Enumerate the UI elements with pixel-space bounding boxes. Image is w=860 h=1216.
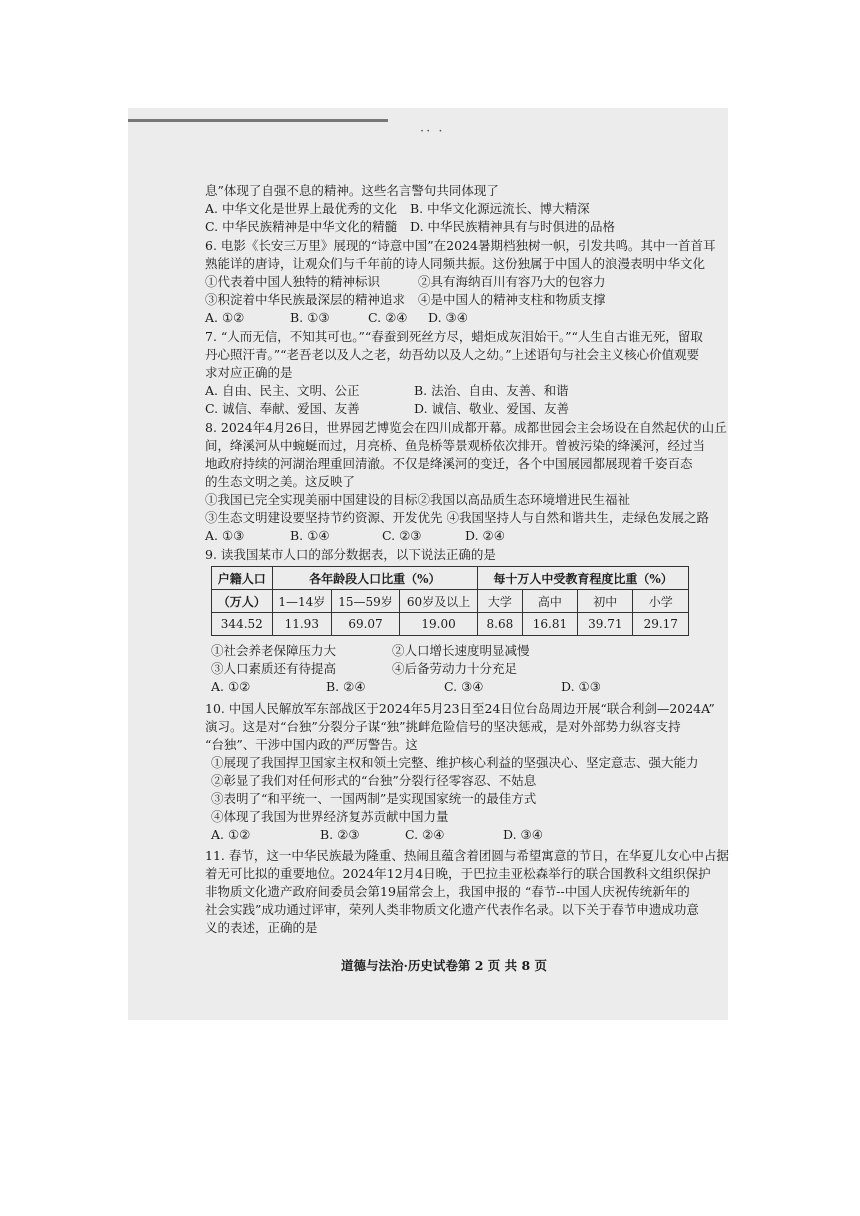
q10-stem-3: “台独”、干涉中国内政的严厉警告。这: [205, 737, 418, 752]
q6-option-d: D. ③④: [428, 310, 468, 325]
population-value: 344.52: [212, 613, 273, 636]
q7-stem-1: 7. “人而无信，不知其可也。”“春蚕到死丝方尽，蜡炬成灰泪始干。”“人生自古谁无死，留取: [205, 329, 703, 344]
q5-option-a: A. 中华文化是世界上最优秀的文化: [205, 201, 397, 216]
q5-option-b: B. 中华文化源远流长、博大精深: [410, 201, 590, 216]
q8-stem-2: 间，绛溪河从中蜿蜒而过，月亮桥、鱼凫桥等景观桥依次排开。曾被污染的绛溪河，经过当: [205, 438, 706, 453]
q5-option-d: D. 中华民族精神具有与时俱进的品格: [410, 219, 616, 234]
q6-stem-1: 6. 电影《长安三万里》展现的“诗意中国”在2024暑期档独树一帜，引发共鸣。其中一首首耳: [205, 238, 716, 253]
header-unit: （万人）: [212, 590, 273, 613]
header-education: 每十万人中受教育程度比重（%）: [478, 567, 689, 590]
q7-option-c: C. 诚信、奉献、爱国、友善: [205, 401, 360, 416]
header-age-groups: 各年龄段人口比重（%）: [272, 567, 477, 590]
age-value-2: 69.07: [331, 613, 399, 636]
edu-value-2: 16.81: [522, 613, 577, 636]
q6-statement-2: ②具有海纳百川有容乃大的包容力: [418, 274, 606, 289]
q8-option-b: B. ①④: [290, 528, 330, 543]
header-population: 户籍人口: [212, 567, 273, 590]
q11-stem-3: 非物质文化遗产政府间委员会第19届常会上，我国申报的 “春节--中国人庆祝传统新年的: [205, 884, 690, 899]
q8-option-a: A. ①③: [205, 528, 245, 543]
q8-statements-3-4: ③生态文明建设要坚持节约资源、开发优先 ④我国坚持人与自然和谐共生，走绿色发展之路: [205, 510, 709, 525]
q6-statement-1: ①代表着中国人独特的精神标识: [205, 274, 381, 289]
q10-stem-1: 10. 中国人民解放军东部战区于2024年5月23日至24日位台岛周边开展“联合利剑—2024A”: [205, 701, 715, 716]
q7-option-a: A. 自由、民主、文明、公正: [205, 383, 360, 398]
scan-marks: ·· ·: [420, 124, 445, 139]
q9-option-c: C. ③④: [444, 679, 484, 694]
q7-stem-2: 丹心照汗青。”“老吾老以及人之老，幼吾幼以及人之幼。”上述语句与社会主义核心价值观要: [205, 347, 700, 362]
q11-stem-2: 着无可比拟的重要地位。2024年12月4日晚，于巴拉圭亚松森举行的联合国教科文组织保护: [205, 866, 711, 881]
q8-statements-1-2: ①我国已完全实现美丽中国建设的目标②我国以高品质生态环境增进民生福祉: [205, 492, 631, 507]
q10-option-c: C. ②④: [405, 827, 445, 842]
q9-stem: 9. 读我国某市人口的部分数据表，以下说法正确的是: [205, 547, 496, 562]
q6-option-c: C. ②④: [368, 310, 408, 325]
q10-statement-3: ③表明了“和平统一、一国两制”是实现国家统一的最佳方式: [211, 791, 537, 806]
q10-statement-4: ④体现了我国为世界经济复苏贡献中国力量: [211, 809, 449, 824]
q9-option-b: B. ②④: [326, 679, 366, 694]
age-col-3: 60岁及以上: [400, 590, 478, 613]
q10-option-d: D. ③④: [503, 827, 543, 842]
edu-value-1: 8.68: [478, 613, 523, 636]
q9-statement-3: ③人口素质还有待提高: [211, 661, 337, 676]
edu-value-3: 39.71: [578, 613, 633, 636]
q8-stem-1: 8. 2024年4月26日，世界园艺博览会在四川成都开幕。成都世园会主会场设在自然起伏的山丘: [205, 420, 727, 435]
q9-statement-1: ①社会养老保障压力大: [211, 643, 337, 658]
q5-option-c: C. 中华民族精神是中华文化的精髓: [205, 219, 398, 234]
q8-stem-3: 地政府持续的河湖治理重回清澈。不仅是绛溪河的变迁，各个中国展园都展现着千姿百态: [205, 456, 693, 471]
q11-stem-5: 义的表述，正确的是: [205, 920, 318, 935]
q10-stem-2: 演习。这是对“台独”分裂分子谋“独”挑衅危险信号的坚决惩戒，是对外部势力纵容支持: [205, 719, 681, 734]
q7-stem-3: 求对应正确的是: [205, 365, 293, 380]
age-value-3: 19.00: [400, 613, 478, 636]
page-footer: 道德与法治·历史试卷第 2 页 共 8 页: [341, 958, 548, 973]
q9-option-a: A. ①②: [211, 679, 251, 694]
q8-option-d: D. ②④: [465, 528, 505, 543]
q7-option-d: D. 诚信、敬业、爱国、友善: [414, 401, 570, 416]
q10-option-b: B. ②③: [320, 827, 360, 842]
q5-stem: 息”体现了自强不息的精神。这些名言警句共同体现了: [205, 183, 499, 198]
q11-stem-4: 社会实践”成功通过评审，荣列人类非物质文化遗产代表作名录。以下关于春节申遗成功意: [205, 902, 699, 917]
q6-statement-3: ③积淀着中华民族最深层的精神追求: [205, 292, 406, 307]
edu-col-2: 高中: [522, 590, 577, 613]
q9-statement-4: ④后备劳动力十分充足: [392, 661, 518, 676]
q10-option-a: A. ①②: [211, 827, 251, 842]
edu-value-4: 29.17: [633, 613, 689, 636]
edu-col-3: 初中: [578, 590, 633, 613]
q6-stem-2: 熟能详的唐诗，让观众们与千年前的诗人同频共振。这份独属于中国人的浪漫表明中华文化: [205, 256, 706, 271]
age-value-1: 11.93: [272, 613, 331, 636]
q11-stem-1: 11. 春节，这一中华民族最为隆重、热闹且蕴含着团圆与希望寓意的节日，在华夏儿女心中占据: [205, 848, 729, 863]
q9-statement-2: ②人口增长速度明显减慢: [392, 643, 530, 658]
q6-option-b: B. ①③: [290, 310, 330, 325]
q6-option-a: A. ①②: [205, 310, 245, 325]
age-col-2: 15—59岁: [331, 590, 399, 613]
edu-col-4: 小学: [633, 590, 689, 613]
q9-option-d: D. ①③: [561, 679, 601, 694]
q10-statement-2: ②彰显了我们对任何形式的“台独”分裂行径零容忍、不姑息: [211, 773, 537, 788]
age-col-1: 1—14岁: [272, 590, 331, 613]
q10-statement-1: ①展现了我国捍卫国家主权和领土完整、维护核心利益的坚强决心、坚定意志、强大能力: [211, 755, 699, 770]
edu-col-1: 大学: [478, 590, 523, 613]
q7-option-b: B. 法治、自由、友善、和谐: [414, 383, 569, 398]
q8-stem-4: 的生态文明之美。这反映了: [205, 474, 356, 489]
q6-statement-4: ④是中国人的精神支柱和物质支撑: [418, 292, 606, 307]
q8-option-c: C. ②③: [382, 528, 422, 543]
population-data-table: [211, 566, 689, 636]
